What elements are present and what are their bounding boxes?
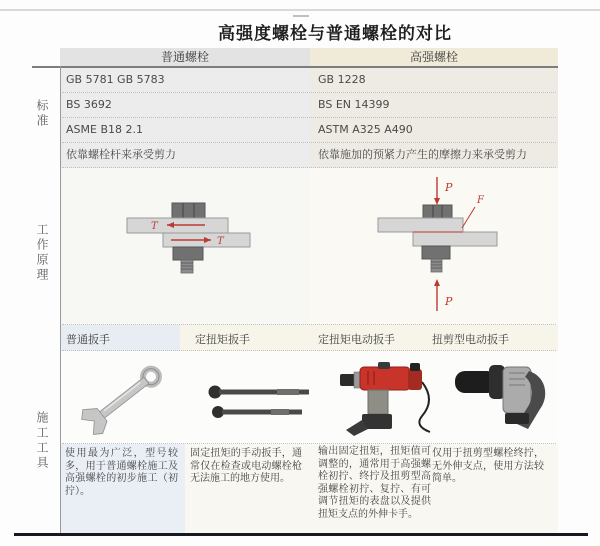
bolt-head [423,205,452,218]
shear-type-electric-wrench-icon [455,355,550,443]
row-separator [62,443,556,444]
electric-torque-wrench-icon [338,352,438,442]
nut [422,246,450,259]
top-divider [0,9,600,11]
bolt-friction-diagram [365,175,515,315]
preload-force-label: P [445,181,453,194]
row-separator [62,350,556,351]
tool-desc-electric-torque-wrench: 输出固定扭矩，扭矩值可调整的，通常用于高强螺栓初拧、终拧及扭剪型高强螺栓初拧、复拧、有可调节扭矩的表盘以及提供扭矩支点的外伸卡手。 [318,446,431,520]
tool-desc-shear-type-wrench: 仅用于扭剪型螺栓终拧，无外伸支点，使用方法较简单。 [432,448,544,484]
principle-text-ordinary: 依靠螺栓杆来承受剪力 [66,148,176,161]
bolt-shear-diagram [115,195,265,290]
row-separator [62,324,556,325]
friction-force-label: F [477,195,484,206]
row-separator [62,92,556,93]
row-label-principle: 工作原理 [35,223,49,283]
shear-force-label: T [151,221,158,232]
row-label-tools: 施工工具 [35,411,49,471]
tool-desc-torque-wrench: 固定扭矩的手动扳手，通常仅在检查或电动螺栓枪无法施工的地方使用。 [190,448,302,484]
principle-text-high: 依靠施加的预紧力产生的摩擦力来承受剪力 [318,148,527,161]
tool-label-electric-torque-wrench: 定扭矩电动扳手 [318,333,395,346]
tool-label-torque-wrench: 定扭矩扳手 [195,333,250,346]
friction-leader-line [462,207,475,228]
standard-cell: GB 5781 GB 5783 [66,73,165,86]
column-header-ordinary: 普通螺栓 [60,48,310,66]
upper-plate [378,218,463,232]
row-separator [62,142,556,143]
tool-label-ordinary-wrench: 普通扳手 [66,333,110,346]
lower-plate [413,232,497,246]
page-title: 高强度螺栓与普通螺栓的对比 [218,24,452,44]
open-end-combination-wrench-icon [70,356,180,438]
standard-cell: GB 1228 [318,73,366,86]
column-header-high-strength: 高强螺栓 [310,48,558,66]
table-left-border [60,66,61,535]
tool-label-shear-type-wrench: 扭剪型电动扳手 [432,333,509,346]
standard-cell: ASME B18 2.1 [66,123,143,136]
torque-wrench-icon [205,380,315,425]
standard-cell: BS EN 14399 [318,98,390,111]
bottom-rule [14,533,588,536]
shear-force-label: T [217,236,224,247]
top-dash [293,15,309,17]
tool-desc-ordinary-wrench: 使用最为广泛，型号较多，用于普通螺栓施工及高强螺栓的初步施工（初拧）。 [65,448,178,497]
nut [173,247,203,260]
row-label-standards: 标准 [35,99,49,129]
standard-cell: BS 3692 [66,98,112,111]
row-separator [62,117,556,118]
preload-force-label: P [445,295,453,308]
row-separator [62,167,556,168]
bolt-head [172,203,205,218]
standard-cell: ASTM A325 A490 [318,123,413,136]
